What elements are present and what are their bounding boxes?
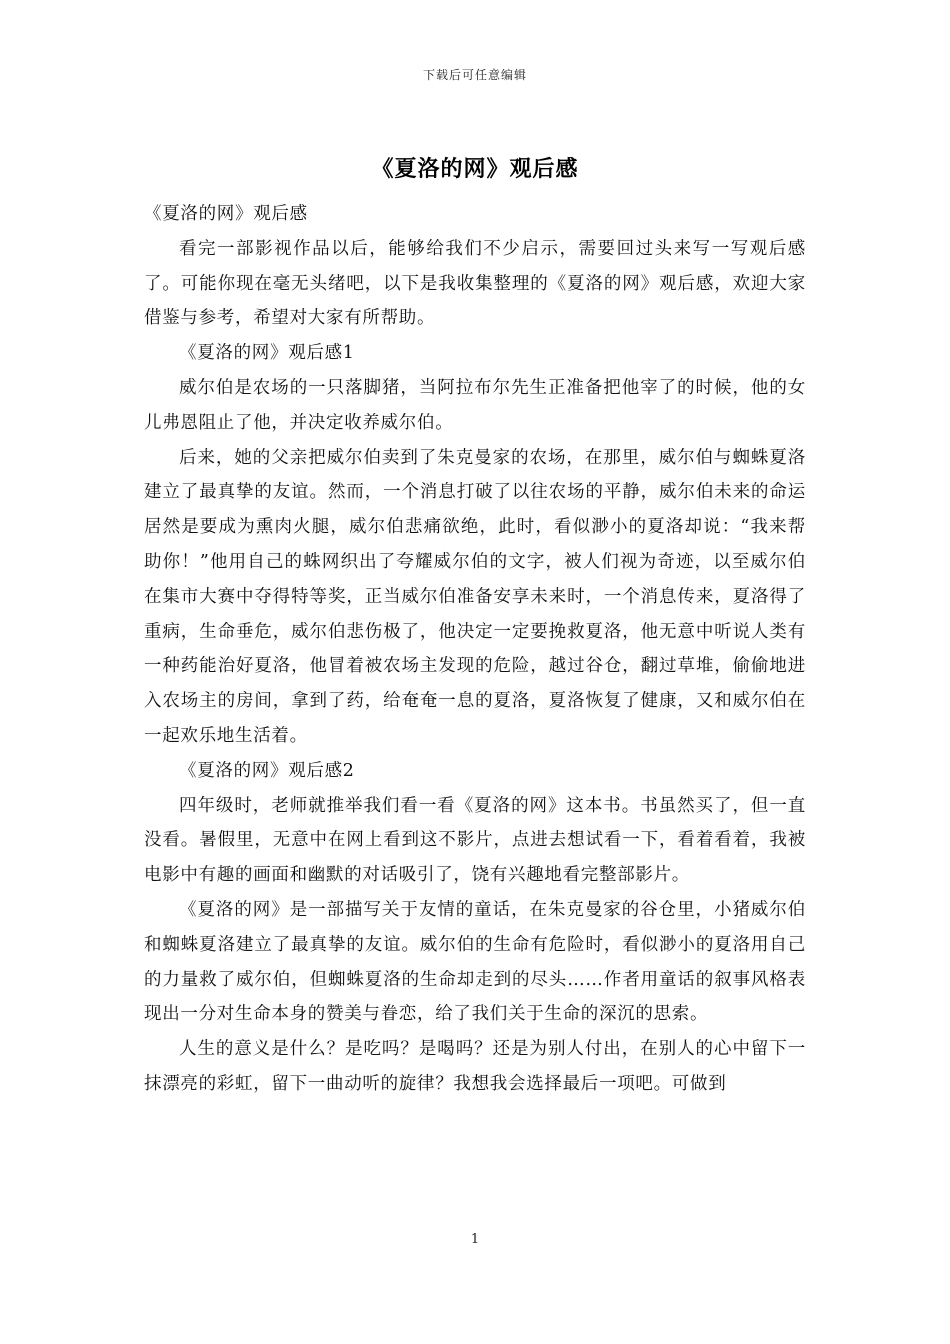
body-paragraph: 威尔伯是农场的一只落脚猪，当阿拉布尔先生正准备把他宰了的时候，他的女儿弗恩阻止了他，并决定收养威尔伯。	[144, 377, 806, 433]
section-heading-1: 《夏洛的网》观后感1	[179, 343, 355, 364]
document-title: 《夏洛的网》观后感	[371, 156, 579, 182]
body-paragraph: 后来，她的父亲把威尔伯卖到了朱克曼家的农场，在那里，威尔伯与蜘蛛夏洛建立了最真挚的友谊。然而，一个消息打破了以往农场的平静，威尔伯未来的命运居然是要成为熏肉火腿，威尔伯悲痛欲绝，此时，看似渺小的夏洛却说：“我来帮助你！”他用自己的蛛网织出了夸耀威尔伯的文字，被人们视为奇迹，以至威尔伯在集市大赛中夺得特等奖，正当威尔伯准备安享未来时，一个消息传来，夏洛得了重病，生命垂危，威尔伯悲伤极了，他决定一定要挽救夏洛，他无意中听说人类有一种药能治好夏洛，他冒着被农场主发现的危险，越过谷仓，翻过草堆，偷偷地进入农场主的房间，拿到了药，给奄奄一息的夏洛，夏洛恢复了健康，又和威尔伯在一起欢乐地生活着。	[144, 447, 806, 746]
intro-paragraph: 看完一部影视作品以后，能够给我们不少启示，需要回过头来写一写观后感了。可能你现在毫无头绪吧，以下是我收集整理的《夏洛的网》观后感，欢迎大家借鉴与参考，希望对大家有所帮助。	[144, 238, 806, 329]
subtitle-paragraph: 《夏洛的网》观后感	[144, 204, 308, 224]
header-note: 下载后可任意编辑	[422, 68, 527, 82]
page-number: 1	[470, 1232, 480, 1247]
section-heading-2: 《夏洛的网》观后感2	[179, 760, 355, 781]
body-paragraph: 四年级时，老师就推举我们看一看《夏洛的网》这本书。书虽然买了，但一直没看。暑假里，无意中在网上看到这不影片，点进去想试看一下，看着看着，我被电影中有趣的画面和幽默的对话吸引了，饶有兴趣地看完整部影片。	[144, 795, 806, 886]
document-body	[144, 197, 806, 1102]
body-paragraph: 人生的意义是什么？是吃吗？是喝吗？还是为别人付出，在别人的心中留下一抹漂亮的彩虹，留下一曲动听的旋律？我想我会选择最后一项吧。可做到	[144, 1039, 806, 1094]
body-paragraph: 《夏洛的网》是一部描写关于友情的童话，在朱克曼家的谷仓里，小猪威尔伯和蜘蛛夏洛建立了最真挚的友谊。威尔伯的生命有危险时，看似渺小的夏洛用自己的力量救了威尔伯，但蜘蛛夏洛的生命却走到的尽头……作者用童话的叙事风格表现出一分对生命本身的赞美与眷恋，给了我们关于生命的深沉的思索。	[144, 899, 806, 1025]
